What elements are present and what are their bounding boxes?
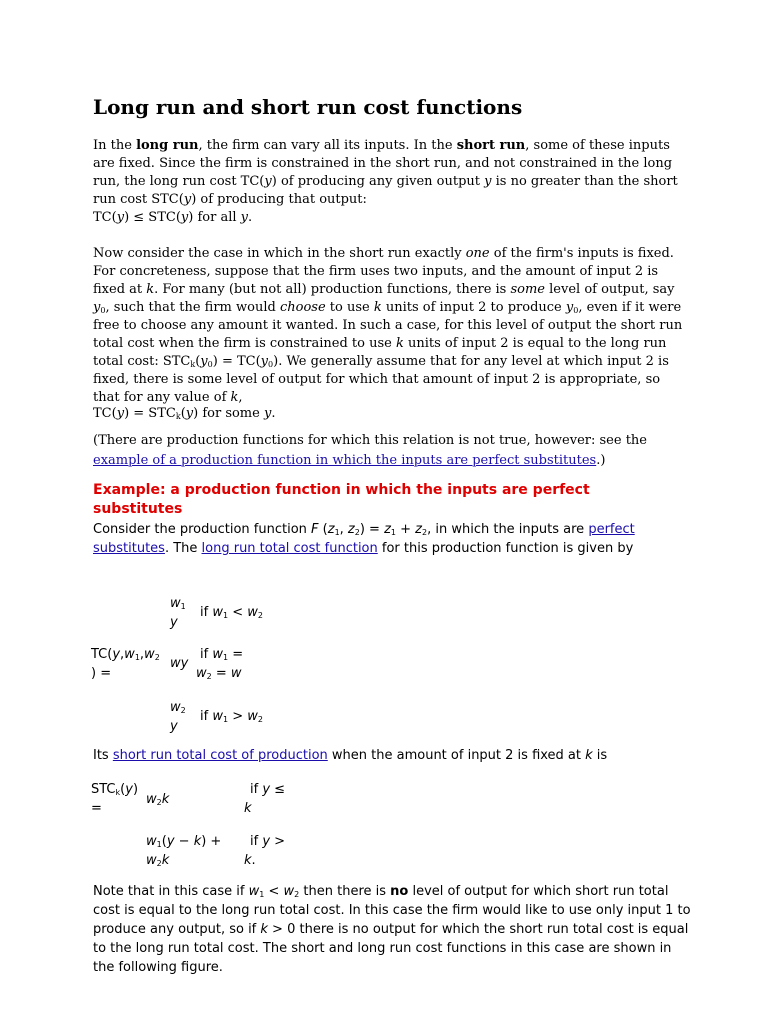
stc-case1-value: $w_2k$ bbox=[146, 792, 170, 807]
short-run-cost-intro: Its short run total cost of production when the amount of input 2 is fixed at k is bbox=[93, 748, 608, 763]
fixed-input-paragraph: Now consider the case in which in the short run exactly one of the firm's inputs is fixed. For concreteness, suppose that the firm uses two inputs, and the amount of input 2 is fixed at k. For many (but not all) production functions, there is some level of output, say $y_0$, such that the firm would choose to use k units of input 2 to produce $y_0$, even if it were free to choose any amount it wanted. In such a case, for this level of output the short run total cost when the firm is constrained to use k units of input 2 is equal to the long run total cost: $STC_k(y_0) = TC(y_0)$. We generally assume that for any level at which input 2 is fixed, there is some level of output for which that amount of input 2 is appropriate, so that for any value of k, bbox=[93, 246, 683, 405]
exception-paragraph: (There are production functions for which this relation is not true, however: see the example of a production function in which the inputs are perfect substitutes.) bbox=[93, 433, 647, 468]
tc-lhs: $TC(y,w_1,w_2$ ) = bbox=[91, 647, 160, 681]
short-run-total-cost-link[interactable]: short run total cost of production bbox=[112, 748, 328, 763]
equality-line: $TC(y) = STC_k(y)$ for some y. bbox=[93, 406, 276, 421]
tc-case3-condition: if $w_1 > w_2$ bbox=[200, 709, 263, 724]
stc-case2-value: $w_1(y - k)$ + $w_2k$ bbox=[146, 834, 222, 868]
example-heading: Example: a production function in which the inputs are perfect substitutes bbox=[93, 482, 590, 517]
page-title: Long run and short run cost functions bbox=[93, 95, 523, 119]
perfect-substitutes-example-link[interactable]: example of a production function in which the inputs are perfect substitutes bbox=[93, 453, 597, 468]
inequality-line: TC(y) ≤ STC(y) for all y. bbox=[93, 210, 253, 225]
tc-case2-value: wy bbox=[170, 656, 189, 671]
stc-lhs: $STC_k(y)$ = bbox=[91, 782, 139, 816]
production-function-paragraph: Consider the production function F ($z_1$, $z_2) = z_1 + z_2$, in which the inputs are perfect substitutes. The long run total cost function for this production function is given by bbox=[93, 522, 635, 556]
long-run-total-cost-link[interactable]: long run total cost function bbox=[201, 541, 378, 556]
intro-paragraph: In the long run, the firm can vary all its inputs. In the short run, some of these inputs are fixed. Since the firm is constrained in the short run, and not constrained in the long run, the long run cost TC(y) of producing any given output y is no greater than the short run cost STC(y) of producing that output: TC(y) ≤ STC(y) for all y. bbox=[93, 138, 678, 225]
tc-case1-value: $w_1$ y bbox=[170, 596, 186, 630]
stc-case1-condition: if y ≤ k bbox=[244, 782, 286, 816]
stc-case2-condition: if y > k. bbox=[244, 834, 286, 868]
note-paragraph: Note that in this case if $w_1 < w_2$ then there is no level of output for which short run total cost is equal to the long run total cost. In this case the firm would like to use only input 1 to produce any output, so if k > 0 there is no output for which the short run total cost is equal to the long run total cost. The short and long run cost functions in this case are shown in the following figure. bbox=[93, 884, 691, 975]
perfect-substitutes-link[interactable]: perfect substitutes bbox=[93, 522, 635, 556]
tc-case2-condition: if $w_1$ = $w_2 = w$ bbox=[196, 647, 244, 681]
tc-case3-value: $w_2$ y bbox=[170, 700, 186, 734]
tc-case1-condition: if $w_1 < w_2$ bbox=[200, 605, 263, 620]
